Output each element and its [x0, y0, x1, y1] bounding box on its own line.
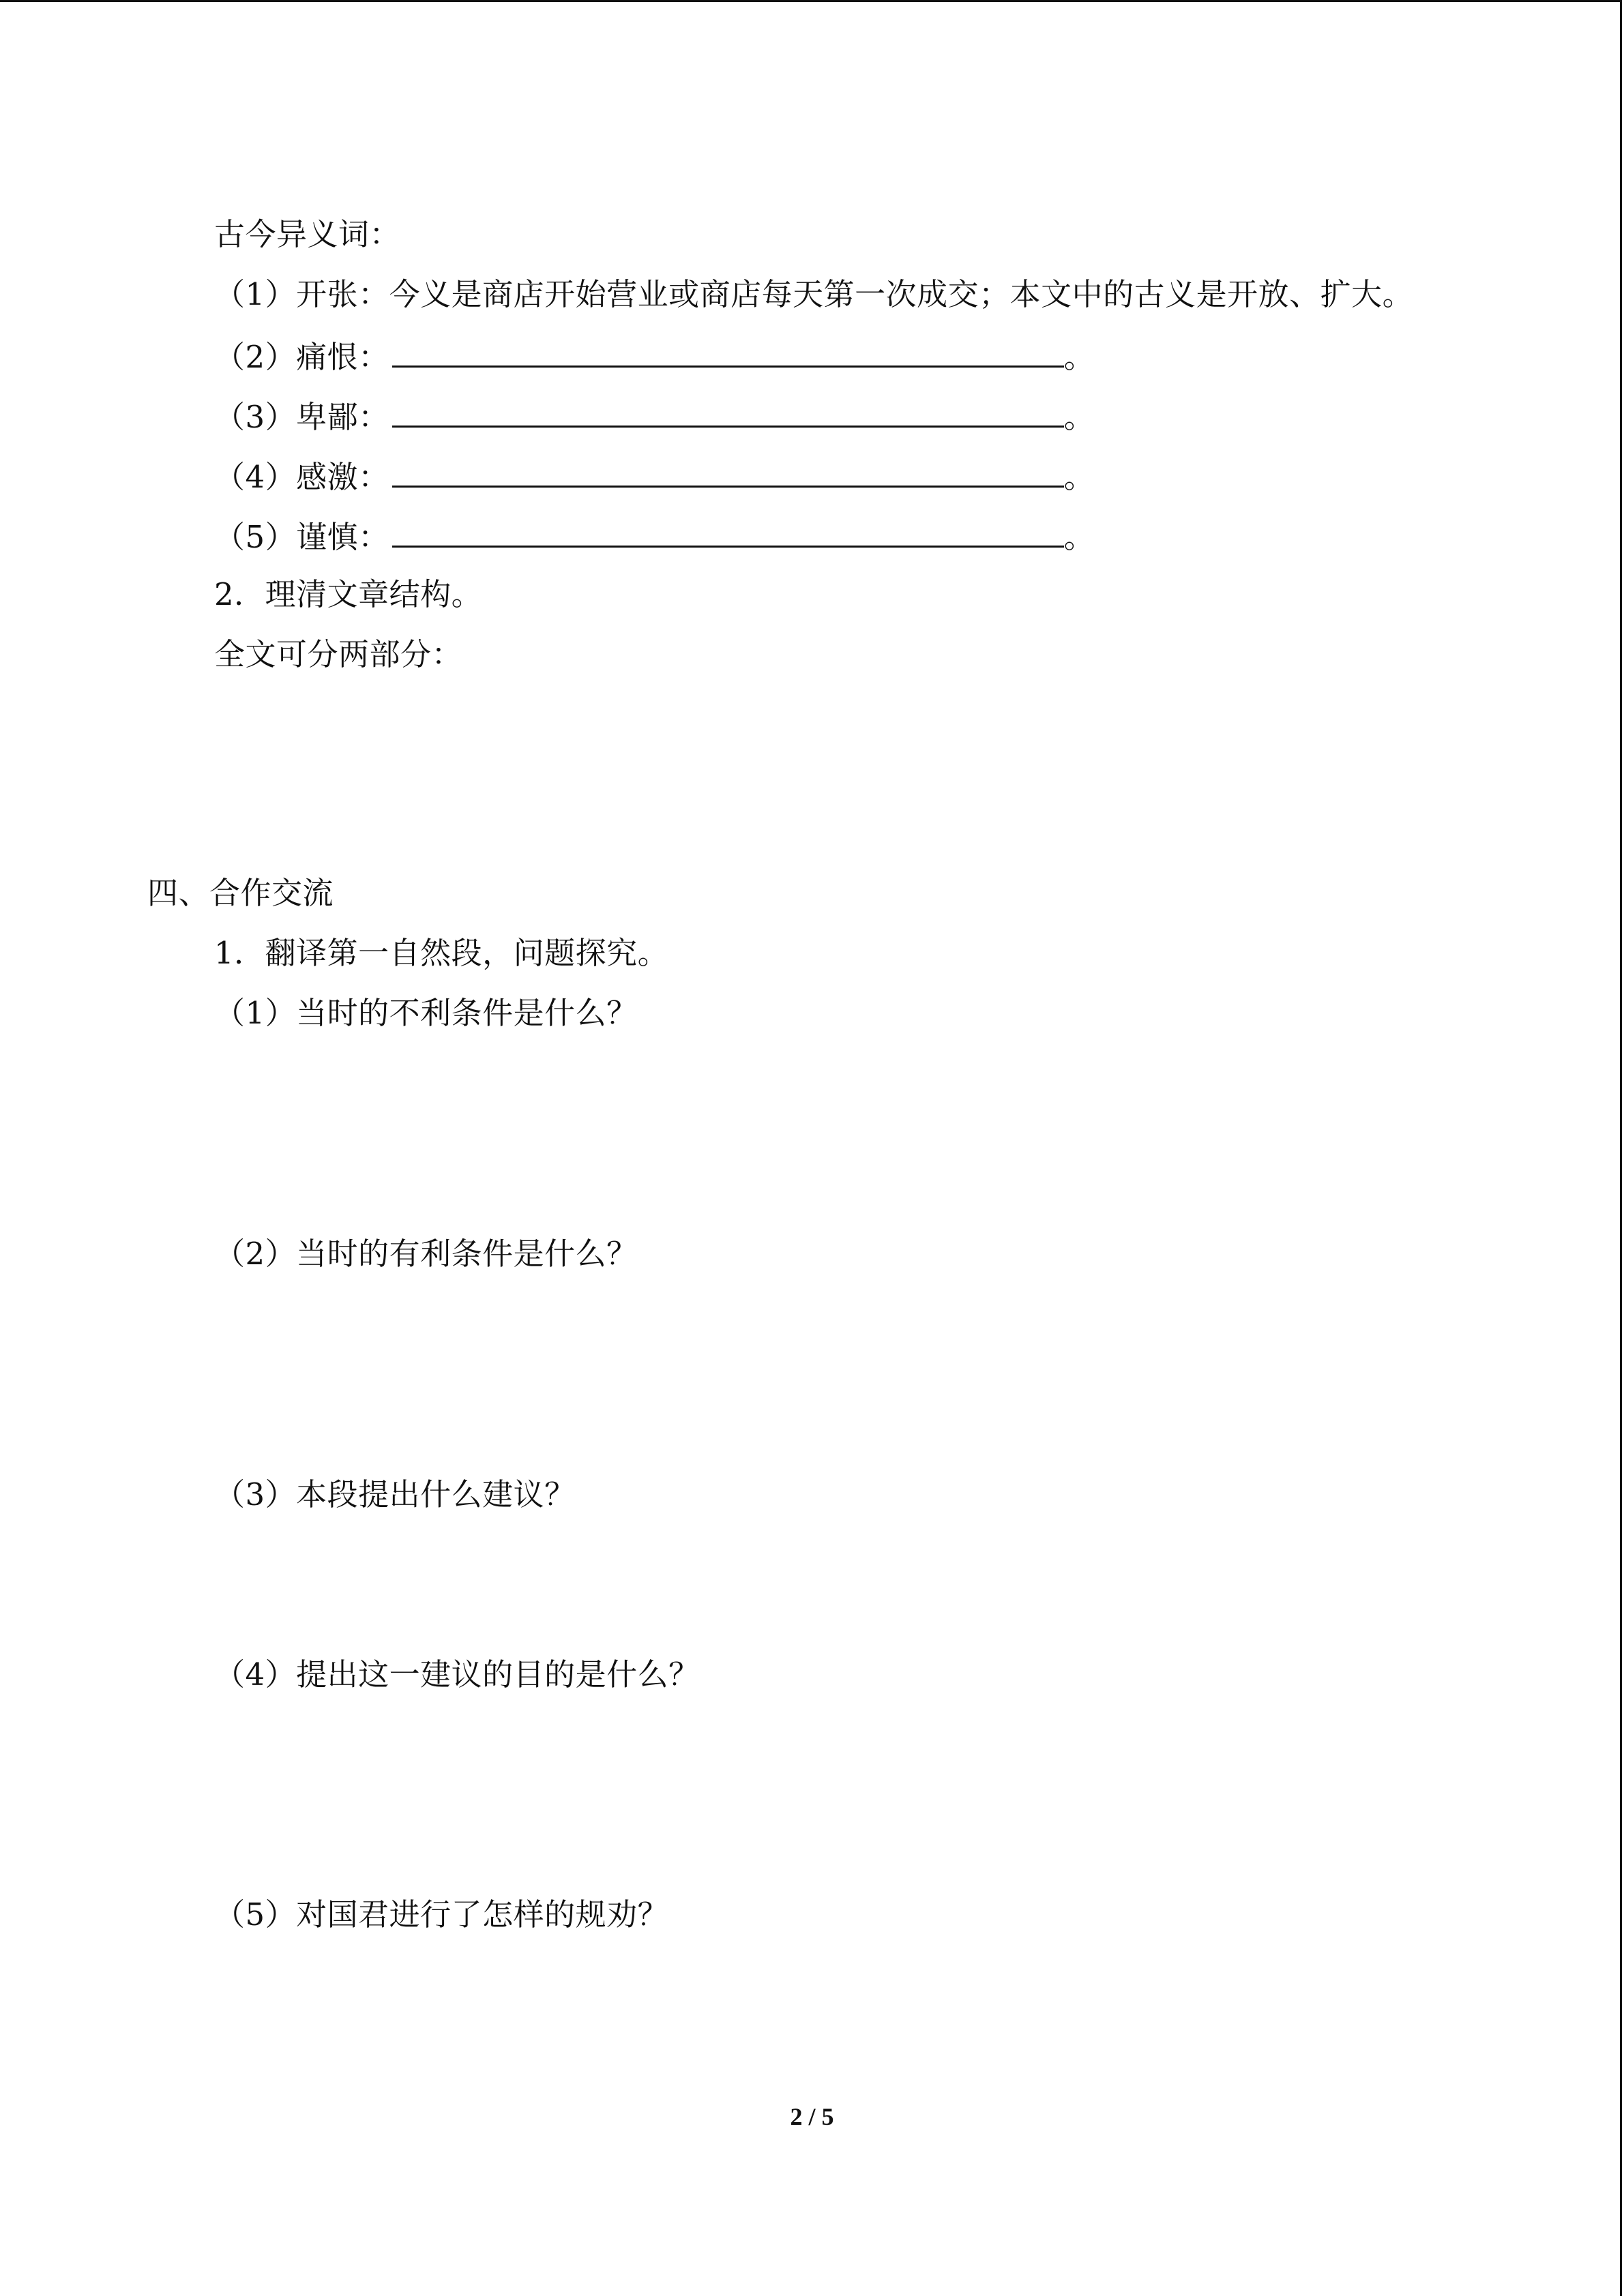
fill-blank[interactable]	[392, 516, 1064, 548]
fill-blank[interactable]	[392, 396, 1064, 428]
structure-question: 2．理清文章结构。	[214, 576, 483, 612]
sub-question-1: （1）当时的不利条件是什么？	[214, 995, 638, 1031]
period: 。	[1063, 339, 1095, 375]
fill-blank[interactable]	[392, 456, 1064, 488]
word-label: （5）谨慎：	[214, 519, 389, 555]
period: 。	[1063, 459, 1095, 495]
fill-blank[interactable]	[392, 336, 1064, 368]
sub-question-5: （5）对国君进行了怎样的规劝？	[214, 1896, 669, 1933]
word-item-4	[214, 456, 1095, 496]
section-four-heading: 四、合作交流	[147, 875, 334, 911]
question-1: 1．翻译第一自然段，问题探究。	[214, 935, 669, 971]
period: 。	[1063, 519, 1095, 555]
ancient-modern-words-title: 古今异义词：	[214, 216, 401, 252]
word-label: （4）感激：	[214, 459, 389, 495]
word-label: （2）痛恨：	[214, 339, 389, 375]
sub-question-4: （4）提出这一建议的目的是什么？	[214, 1656, 700, 1693]
word-item-2	[214, 336, 1095, 376]
structure-subtitle: 全文可分两部分：	[214, 636, 463, 672]
word-item-3	[214, 396, 1095, 436]
page-number: 2 / 5	[790, 2103, 834, 2130]
period: 。	[1063, 399, 1095, 435]
word-item-5	[214, 516, 1095, 556]
sub-question-2: （2）当时的有利条件是什么？	[214, 1236, 638, 1272]
sub-question-3: （3）本段提出什么建议？	[214, 1476, 576, 1512]
word-label: （3）卑鄙：	[214, 399, 389, 435]
word-item-1: （1）开张：今义是商店开始营业或商店每天第一次成交；本文中的古义是开放、扩大。	[214, 276, 1414, 312]
